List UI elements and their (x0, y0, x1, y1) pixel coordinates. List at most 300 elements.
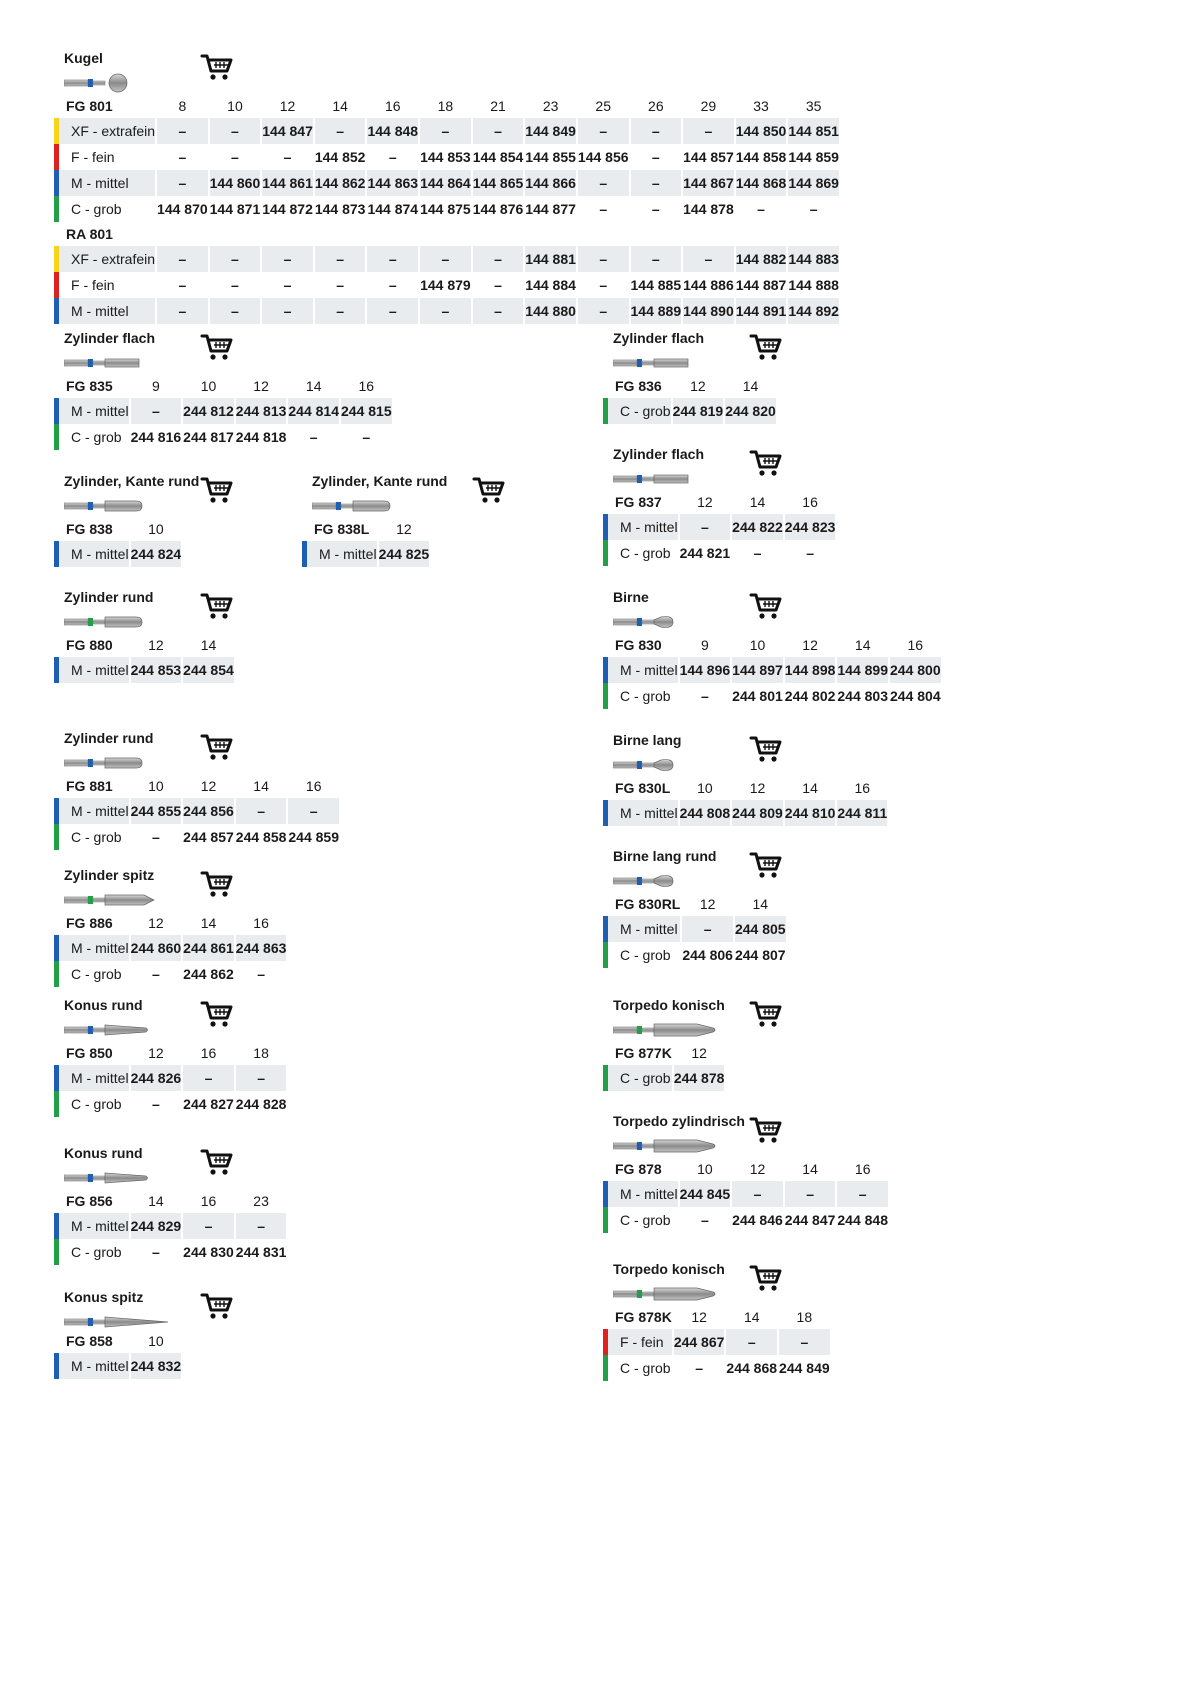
section-title: Torpedo konisch (613, 997, 725, 1013)
article-number[interactable]: 144 896 (680, 657, 731, 683)
table-row (603, 1065, 724, 1091)
table-row (54, 398, 392, 424)
size-label: 35 (805, 98, 822, 114)
size-label: 12 (253, 378, 269, 394)
bur-illustration (613, 352, 733, 374)
model-number: FG 881 (66, 778, 113, 794)
table-row (54, 1213, 286, 1239)
size-label: 14 (854, 637, 871, 653)
product-table (52, 1189, 288, 1265)
table-row (54, 657, 234, 683)
article-number: – (315, 118, 366, 144)
article-number[interactable]: 144 866 (525, 170, 576, 196)
article-number: – (131, 398, 182, 424)
article-number: – (231, 277, 239, 293)
shopping-cart-icon[interactable] (749, 591, 785, 621)
article-number[interactable]: 244 815 (341, 398, 392, 424)
grit-label: M - mittel (54, 1213, 129, 1239)
article-number[interactable]: 244 825 (379, 541, 430, 567)
article-number: – (367, 246, 418, 272)
article-number: – (631, 170, 682, 196)
size-label: 23 (542, 98, 559, 114)
article-number[interactable]: 144 899 (837, 657, 888, 683)
size-label: 16 (384, 98, 401, 114)
article-number[interactable]: 244 803 (837, 688, 888, 704)
article-number: – (578, 170, 629, 196)
size-label: 14 (200, 637, 217, 653)
article-number: – (473, 298, 524, 324)
table-row (54, 1239, 286, 1265)
article-number[interactable]: 144 879 (420, 277, 471, 293)
bur-illustration (613, 468, 733, 490)
article-number[interactable]: 244 845 (680, 1181, 731, 1207)
article-number[interactable]: 144 852 (314, 149, 366, 165)
article-number[interactable]: 144 875 (420, 201, 471, 217)
article-number[interactable]: 244 862 (183, 966, 234, 982)
article-number[interactable]: 144 864 (420, 170, 471, 196)
article-number[interactable]: 144 877 (525, 201, 576, 217)
size-label: 16 (200, 1193, 217, 1209)
article-number[interactable]: 144 865 (473, 170, 524, 196)
table-row (302, 541, 429, 567)
article-number[interactable]: 244 822 (732, 514, 783, 540)
shopping-cart-icon[interactable] (200, 1147, 236, 1177)
bur-illustration (613, 1019, 733, 1041)
size-label: 16 (854, 1161, 871, 1177)
article-number[interactable]: 144 847 (262, 118, 313, 144)
article-number[interactable]: 244 867 (674, 1329, 725, 1355)
article-number[interactable]: 144 885 (630, 277, 682, 293)
article-number[interactable]: 144 881 (525, 246, 576, 272)
article-number: – (336, 277, 345, 293)
product-table (601, 1041, 726, 1091)
article-number[interactable]: 244 827 (183, 1096, 234, 1112)
article-number[interactable]: 144 856 (577, 149, 629, 165)
article-number: – (695, 1360, 704, 1376)
article-number: – (157, 170, 208, 196)
table-row (603, 540, 835, 566)
article-number[interactable]: 244 804 (890, 688, 941, 704)
table-row (54, 1091, 286, 1117)
article-number[interactable]: 144 878 (683, 201, 734, 217)
article-number: – (210, 246, 261, 272)
model-number: FG 850 (66, 1045, 113, 1061)
article-number: – (157, 246, 208, 272)
article-number[interactable]: 144 853 (420, 149, 471, 165)
article-number[interactable]: 244 812 (183, 398, 234, 424)
size-label: 26 (648, 98, 664, 114)
shopping-cart-icon[interactable] (200, 52, 236, 82)
article-number: – (726, 1329, 777, 1355)
size-label: 25 (595, 98, 611, 114)
bur-illustration (64, 1167, 184, 1189)
section-title: Konus spitz (64, 1289, 144, 1305)
product-table (601, 374, 778, 424)
article-number: – (151, 1096, 160, 1112)
article-number[interactable]: 244 828 (235, 1096, 287, 1112)
grit-label: C - grob (603, 1207, 678, 1233)
grit-label: M - mittel (54, 541, 129, 567)
article-number[interactable]: 244 856 (183, 798, 234, 824)
article-number[interactable]: 144 870 (157, 201, 208, 217)
article-number[interactable]: 244 808 (680, 800, 731, 826)
article-number[interactable]: 144 887 (735, 277, 787, 293)
article-number[interactable]: 144 861 (262, 170, 313, 196)
size-label: 12 (691, 1309, 707, 1325)
article-number[interactable]: 244 807 (734, 947, 786, 963)
article-number[interactable]: 244 830 (183, 1244, 234, 1260)
article-number[interactable]: 244 863 (236, 935, 287, 961)
article-number[interactable]: 244 861 (183, 935, 234, 961)
size-header-row (603, 490, 835, 514)
article-number: – (283, 277, 292, 293)
article-number[interactable]: 144 869 (788, 170, 839, 196)
article-number[interactable]: 244 831 (235, 1244, 287, 1260)
size-label: 23 (253, 1193, 269, 1209)
grit-label: M - mittel (603, 1181, 678, 1207)
article-number[interactable]: 144 874 (367, 201, 419, 217)
size-label: 14 (305, 378, 322, 394)
table-row (54, 118, 839, 144)
article-number[interactable]: 244 801 (732, 688, 783, 704)
shopping-cart-icon[interactable] (200, 869, 236, 899)
shopping-cart-icon[interactable] (200, 475, 236, 505)
article-number: – (683, 246, 734, 272)
article-number: – (315, 298, 366, 324)
section-title: Kugel (64, 50, 103, 66)
size-label: 12 (148, 1045, 164, 1061)
size-label: 10 (148, 521, 164, 537)
size-header-row (603, 892, 786, 916)
size-label: 10 (148, 1333, 164, 1349)
size-label: 16 (854, 780, 871, 796)
article-number: – (283, 149, 292, 165)
article-number[interactable]: 144 882 (736, 246, 787, 272)
shopping-cart-icon[interactable] (200, 591, 236, 621)
size-label: 12 (690, 378, 706, 394)
article-number[interactable]: 144 862 (315, 170, 366, 196)
article-number[interactable]: 144 872 (262, 201, 313, 217)
article-number[interactable]: 244 824 (131, 541, 182, 567)
article-number[interactable]: 144 863 (367, 170, 418, 196)
shopping-cart-icon[interactable] (749, 734, 785, 764)
model-number: FG 877K (615, 1045, 672, 1061)
size-header-row (603, 776, 887, 800)
size-label: 8 (178, 98, 187, 114)
article-number[interactable]: 144 868 (736, 170, 787, 196)
article-number[interactable]: 144 849 (525, 118, 576, 144)
model-number: FG 830L (615, 780, 671, 796)
size-label: 16 (253, 915, 269, 931)
shopping-cart-icon[interactable] (200, 732, 236, 762)
grit-label: C - grob (54, 424, 129, 450)
size-label: 10 (200, 378, 217, 394)
size-header-row (54, 1189, 286, 1213)
article-number: – (578, 246, 629, 272)
article-number[interactable]: 144 886 (683, 277, 734, 293)
article-number[interactable]: 244 818 (235, 429, 287, 445)
article-number[interactable]: 144 891 (736, 298, 787, 324)
article-number: – (680, 514, 731, 540)
table-row (54, 961, 286, 987)
shopping-cart-icon[interactable] (472, 475, 508, 505)
size-label: 9 (151, 378, 160, 394)
grit-label: C - grob (603, 540, 678, 566)
section-title: Zylinder flach (613, 446, 705, 462)
size-label: 14 (752, 896, 769, 912)
shopping-cart-icon[interactable] (749, 448, 785, 478)
article-number[interactable]: 244 878 (674, 1065, 725, 1091)
size-header-row (54, 374, 392, 398)
size-header-row (603, 1041, 724, 1065)
article-number[interactable]: 144 880 (525, 298, 576, 324)
size-label: 9 (700, 637, 709, 653)
size-label: 10 (697, 1161, 713, 1177)
article-number[interactable]: 244 848 (837, 1212, 888, 1228)
article-number[interactable]: 244 821 (679, 545, 731, 561)
bur-illustration (613, 1283, 733, 1305)
bur-illustration (613, 754, 733, 776)
article-number: – (837, 1181, 888, 1207)
article-number: – (183, 1213, 234, 1239)
bur-illustration (64, 1019, 184, 1041)
size-label: 14 (802, 780, 818, 796)
table-row (54, 1353, 181, 1379)
article-number[interactable]: 244 854 (183, 657, 234, 683)
size-label: 12 (749, 780, 766, 796)
size-label: 10 (749, 637, 766, 653)
article-number: – (157, 118, 208, 144)
article-number[interactable]: 244 826 (131, 1065, 182, 1091)
table-row (54, 541, 181, 567)
article-number: – (210, 298, 261, 324)
article-number: – (151, 966, 160, 982)
product-table (601, 633, 943, 709)
size-label: 12 (691, 1045, 707, 1061)
article-number[interactable]: 144 858 (735, 149, 787, 165)
size-header-row (603, 374, 776, 398)
article-number: – (732, 1181, 783, 1207)
article-number[interactable]: 244 814 (288, 398, 339, 424)
grit-label: M - mittel (54, 798, 129, 824)
product-table (52, 1329, 183, 1379)
article-number[interactable]: 244 805 (735, 916, 786, 942)
model-number: RA 801 (66, 226, 113, 242)
article-number[interactable]: 244 853 (131, 657, 182, 683)
article-number: – (151, 829, 160, 845)
size-label: 14 (749, 494, 766, 510)
article-number[interactable]: 244 810 (785, 800, 836, 826)
article-number[interactable]: 244 816 (130, 429, 182, 445)
article-number: – (315, 246, 366, 272)
article-number[interactable]: 244 811 (837, 800, 887, 826)
article-number[interactable]: 244 858 (235, 829, 287, 845)
size-label: 16 (200, 1045, 217, 1061)
table-row (54, 424, 392, 450)
shopping-cart-icon[interactable] (749, 850, 785, 880)
article-number[interactable]: 244 860 (131, 935, 182, 961)
table-row (54, 824, 339, 850)
table-row (54, 196, 839, 222)
model-number: FG 837 (615, 494, 662, 510)
article-number[interactable]: 244 817 (183, 429, 234, 445)
size-label: 21 (490, 98, 506, 114)
shopping-cart-icon[interactable] (749, 1115, 785, 1145)
table-row (54, 272, 839, 298)
bur-illustration (64, 611, 184, 633)
size-label: 14 (743, 1309, 760, 1325)
grit-label: C - grob (54, 196, 155, 222)
article-number[interactable]: 244 857 (183, 829, 234, 845)
grit-label: M - mittel (54, 657, 129, 683)
grit-label: M - mittel (54, 1353, 129, 1379)
size-label: 16 (305, 778, 322, 794)
article-number[interactable]: 244 823 (785, 514, 836, 540)
grit-label: XF - extrafein (54, 246, 155, 272)
grit-label: F - fein (54, 144, 155, 170)
article-number[interactable]: 144 850 (736, 118, 787, 144)
grit-label: C - grob (603, 398, 671, 424)
grit-label: M - mittel (603, 514, 678, 540)
article-number[interactable]: 144 897 (732, 657, 783, 683)
article-number[interactable]: 244 847 (784, 1212, 836, 1228)
article-number[interactable]: 144 884 (525, 277, 576, 293)
grit-label: C - grob (603, 1355, 672, 1381)
grit-label: M - mittel (603, 916, 680, 942)
article-number: – (257, 966, 265, 982)
product-table (601, 1305, 832, 1381)
article-number: – (231, 149, 239, 165)
table-row (603, 1181, 888, 1207)
article-number[interactable]: 244 800 (890, 657, 941, 683)
size-label: 12 (279, 98, 296, 114)
bur-illustration (613, 611, 733, 633)
grit-label: M - mittel (54, 298, 155, 324)
size-label: 14 (802, 1161, 818, 1177)
article-number[interactable]: 244 809 (732, 800, 783, 826)
article-number: – (683, 118, 734, 144)
article-number[interactable]: 144 890 (683, 298, 734, 324)
product-table (52, 517, 183, 567)
article-number[interactable]: 244 802 (784, 688, 836, 704)
shopping-cart-icon[interactable] (749, 1263, 785, 1293)
size-header-row (302, 517, 429, 541)
size-header-row (603, 1157, 888, 1181)
section-title: Konus rund (64, 997, 143, 1013)
article-number[interactable]: 244 806 (682, 947, 733, 963)
article-number[interactable]: 244 813 (236, 398, 287, 424)
shopping-cart-icon[interactable] (749, 332, 785, 362)
article-number: – (578, 298, 629, 324)
shopping-cart-icon[interactable] (200, 999, 236, 1029)
article-number[interactable]: 144 873 (314, 201, 366, 217)
article-number[interactable]: 244 829 (131, 1213, 182, 1239)
article-number[interactable]: 144 848 (367, 118, 418, 144)
article-number: – (809, 201, 818, 217)
shopping-cart-icon[interactable] (749, 999, 785, 1029)
article-number[interactable]: 244 859 (288, 829, 339, 845)
article-number[interactable]: 144 859 (788, 149, 839, 165)
article-number[interactable]: 244 849 (779, 1360, 830, 1376)
article-number[interactable]: 244 868 (726, 1360, 778, 1376)
shopping-cart-icon[interactable] (200, 1291, 236, 1321)
article-number[interactable]: 144 888 (788, 277, 839, 293)
section-title: Zylinder flach (64, 330, 156, 346)
bur-illustration (613, 870, 733, 892)
article-number[interactable]: 144 898 (785, 657, 836, 683)
size-header-row (54, 1041, 286, 1065)
size-header-row (603, 1305, 830, 1329)
article-number: – (183, 1065, 234, 1091)
model-number: FG 838 (66, 521, 113, 537)
size-label: 10 (697, 780, 713, 796)
model-number: FG 858 (66, 1333, 113, 1349)
article-number[interactable]: 244 820 (725, 398, 776, 424)
article-number: – (420, 246, 471, 272)
size-header-row (54, 633, 234, 657)
article-number[interactable]: 244 832 (131, 1353, 182, 1379)
size-header-row (603, 633, 941, 657)
size-label: 14 (332, 98, 348, 114)
size-header-row (54, 774, 339, 798)
bur-illustration (64, 72, 184, 94)
article-number: – (631, 118, 682, 144)
section-title: Birne lang rund (613, 848, 717, 864)
model-number: FG 838L (314, 521, 370, 537)
article-number: – (262, 298, 313, 324)
bur-illustration (613, 1135, 733, 1157)
article-number[interactable]: 244 846 (732, 1212, 783, 1228)
article-number: – (388, 277, 397, 293)
shopping-cart-icon[interactable] (200, 332, 236, 362)
article-number: – (631, 246, 682, 272)
product-table (601, 776, 889, 826)
article-number[interactable]: 144 889 (631, 298, 682, 324)
model-number: FG 878K (615, 1309, 672, 1325)
article-number[interactable]: 144 871 (209, 201, 261, 217)
article-number: – (420, 298, 471, 324)
article-number[interactable]: 144 860 (210, 170, 261, 196)
model-number: FG 886 (66, 915, 113, 931)
size-label: 18 (253, 1045, 269, 1061)
article-number: – (210, 118, 261, 144)
size-label: 16 (907, 637, 924, 653)
size-label: 16 (358, 378, 375, 394)
article-number[interactable]: 144 876 (472, 201, 524, 217)
article-number[interactable]: 244 819 (673, 398, 724, 424)
article-number: – (178, 277, 187, 293)
size-label: 14 (253, 778, 269, 794)
article-number: – (473, 118, 524, 144)
article-number[interactable]: 244 855 (131, 798, 182, 824)
article-number[interactable]: 144 851 (788, 118, 839, 144)
article-number[interactable]: 144 854 (472, 149, 524, 165)
section-title: Zylinder spitz (64, 867, 155, 883)
grit-label: C - grob (603, 1065, 672, 1091)
article-number[interactable]: 144 892 (788, 298, 839, 324)
article-number[interactable]: 144 855 (525, 149, 576, 165)
article-number: – (578, 118, 629, 144)
article-number: – (651, 149, 660, 165)
section-title: Zylinder rund (64, 589, 154, 605)
grit-label: C - grob (603, 942, 680, 968)
article-number[interactable]: 144 857 (683, 149, 734, 165)
article-number: – (236, 798, 287, 824)
grit-label: M - mittel (54, 398, 129, 424)
article-number: – (757, 201, 765, 217)
article-number[interactable]: 144 867 (683, 170, 734, 196)
article-number[interactable]: 144 883 (788, 246, 839, 272)
